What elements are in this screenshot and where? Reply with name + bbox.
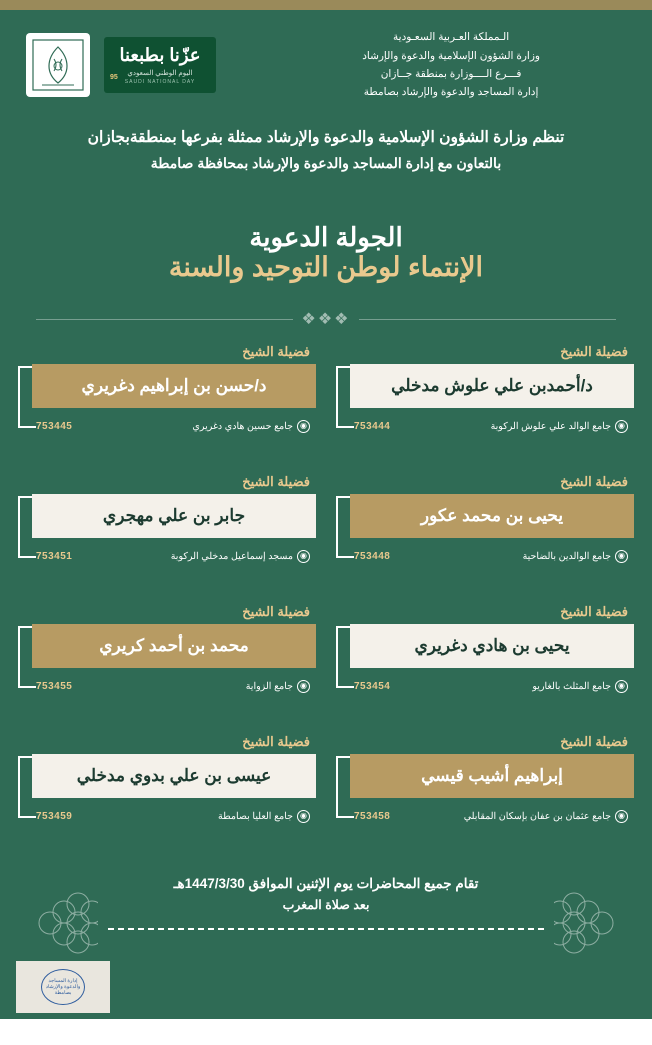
ornament-divider <box>36 306 616 332</box>
mosque-code: 753459 <box>36 810 73 822</box>
footer-line-1: تقام جميع المحاضرات يوم الإثنين الموافق 1447/3/30هـ <box>173 876 479 891</box>
national-day-logo <box>104 37 216 93</box>
mosque-name: جامع عثمان بن عفان بإسكان المقابلي <box>463 810 611 822</box>
mosque-name: جامع الوالدين بالضاحية <box>522 550 611 562</box>
mosque-info <box>464 810 628 823</box>
card-info <box>32 676 316 696</box>
speaker-name: يحيى بن هادي دغريري <box>350 624 634 668</box>
mosque-code: 753454 <box>354 680 391 692</box>
flower-ornament-right-icon <box>554 892 624 954</box>
mosque-info <box>523 550 628 563</box>
card-info <box>32 806 316 826</box>
page-subtitle: الإنتماء لوطن التوحيد والسنة <box>168 252 484 282</box>
dashed-divider <box>100 922 552 936</box>
ministry-text-block <box>362 28 540 102</box>
mosque-code: 753451 <box>36 550 73 562</box>
ornament-icon: ❖❖❖ <box>301 311 351 328</box>
honor-label: فضيلة الشيخ <box>242 474 310 489</box>
mosque-code: 753458 <box>354 810 391 822</box>
mosque-info <box>491 420 628 433</box>
honor-label: فضيلة الشيخ <box>242 604 310 619</box>
flower-ornament-left-icon <box>28 892 98 954</box>
card-info <box>350 416 634 436</box>
card-info <box>350 806 634 826</box>
card-info <box>350 546 634 566</box>
mosque-name: جامع الزواية <box>245 680 293 692</box>
speaker-name: جابر بن علي مهجري <box>32 494 316 538</box>
logo-group <box>26 33 362 97</box>
card-info <box>350 676 634 696</box>
divider-line-right <box>359 319 616 320</box>
top-accent-strip <box>0 0 652 10</box>
speaker-name: د/أحمدبن علي علوش مدخلي <box>350 364 634 408</box>
honor-label: فضيلة الشيخ <box>242 734 310 749</box>
location-pin-icon: ◉ <box>615 810 628 823</box>
ministry-emblem-icon <box>26 33 90 97</box>
mosque-name: جامع حسين هادي دغريري <box>192 420 293 432</box>
intro-line-1: تنظم وزارة الشؤون الإسلامية والدعوة والإرشاد ممثلة بفرعها بمنطقةبجازان <box>87 129 565 146</box>
ministry-line-2: وزارة الشؤون الإسلامية والدعوة والإرشاد <box>362 49 540 62</box>
speaker-name: د/حسن بن إبراهيم دغريري <box>32 364 316 408</box>
mosque-code: 753444 <box>354 420 391 432</box>
speaker-card <box>336 604 634 712</box>
speaker-name: محمد بن أحمد كريري <box>32 624 316 668</box>
national-day-subtitle: اليوم الوطني السعودي <box>127 70 193 77</box>
mosque-info <box>171 550 310 563</box>
ministry-line-1: الـمملكة العـربية السعـودية <box>393 31 510 44</box>
speaker-card <box>18 474 316 582</box>
intro-line-2: بالتعاون مع إدارة المساجد والدعوة والإرشاد بمحافظة صامطة <box>150 154 502 171</box>
official-stamp <box>16 961 110 1013</box>
national-day-english: SAUDI NATIONAL DAY <box>124 79 196 85</box>
honor-label: فضيلة الشيخ <box>560 734 628 749</box>
speaker-card <box>18 344 316 452</box>
location-pin-icon: ◉ <box>615 550 628 563</box>
intro-text <box>26 126 626 176</box>
mosque-name: جامع العليا بصامطة <box>218 810 293 822</box>
speaker-card <box>18 734 316 842</box>
speaker-name: يحيى بن محمد عكور <box>350 494 634 538</box>
mosque-name: مسجد إسماعيل مدخلي الركوبة <box>170 550 293 562</box>
speaker-card <box>336 734 634 842</box>
speaker-name: عيسى بن علي بدوي مدخلي <box>32 754 316 798</box>
mosque-info <box>532 680 628 693</box>
poster-header <box>0 22 652 108</box>
dashed-line <box>108 928 544 930</box>
honor-label: فضيلة الشيخ <box>560 474 628 489</box>
location-pin-icon: ◉ <box>615 420 628 433</box>
speaker-card <box>336 344 634 452</box>
honor-label: فضيلة الشيخ <box>560 604 628 619</box>
bottom-white-strip <box>0 1019 652 1045</box>
location-pin-icon: ◉ <box>297 550 310 563</box>
divider-line-left <box>36 319 293 320</box>
mosque-code: 753445 <box>36 420 73 432</box>
speaker-card <box>336 474 634 582</box>
ministry-line-4: إدارة المساجد والدعوة والإرشاد بصامطة <box>363 86 539 99</box>
national-day-badge: 95 <box>110 74 118 81</box>
footer-line-2: بعد صلاة المغرب <box>282 898 370 912</box>
mosque-code: 753448 <box>354 550 391 562</box>
mosque-info <box>218 810 310 823</box>
ministry-line-3: فـــرع الــــوزارة بمنطقة جــازان <box>380 68 522 80</box>
mosque-name: جامع المثلث بالغاريو <box>532 680 611 692</box>
location-pin-icon: ◉ <box>297 810 310 823</box>
mosque-name: جامع الوالد علي علوش الركوبة <box>490 420 611 432</box>
card-info <box>32 416 316 436</box>
mosque-info <box>192 420 310 433</box>
honor-label: فضيلة الشيخ <box>560 344 628 359</box>
mosque-code: 753455 <box>36 680 73 692</box>
location-pin-icon: ◉ <box>297 680 310 693</box>
mosque-info <box>246 680 310 693</box>
location-pin-icon: ◉ <box>297 420 310 433</box>
speaker-card <box>18 604 316 712</box>
national-day-title: عزّنا بطبعنا <box>119 45 201 65</box>
card-info <box>32 546 316 566</box>
honor-label: فضيلة الشيخ <box>242 344 310 359</box>
speaker-grid <box>18 344 634 842</box>
stamp-text: إدارة المساجد والدعوة والإرشاد بصامطة <box>41 969 85 1005</box>
location-pin-icon: ◉ <box>615 680 628 693</box>
speaker-name: إبراهيم أشيب قيسي <box>350 754 634 798</box>
page-title: الجولة الدعوية <box>249 222 403 252</box>
